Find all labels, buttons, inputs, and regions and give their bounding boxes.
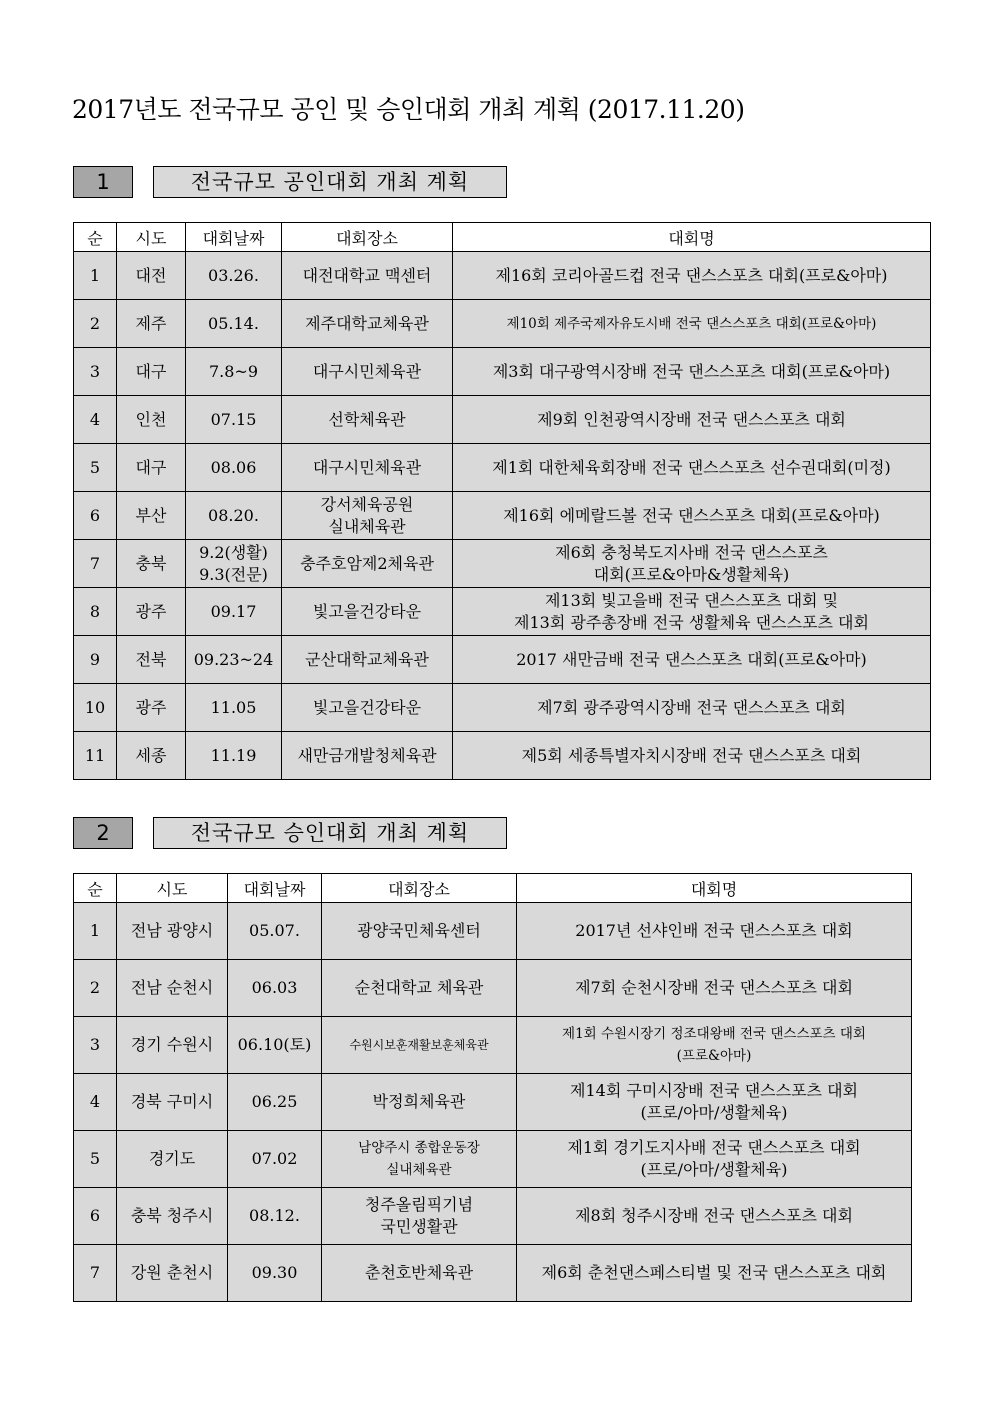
cell-venue (282, 540, 453, 588)
cell-region (117, 1131, 228, 1188)
cell-line: 제주대학교체육관 (305, 313, 429, 333)
cell-line: 08.06 (210, 457, 257, 477)
table-row (74, 684, 931, 732)
cell-name (453, 396, 931, 444)
cell-venue (282, 444, 453, 492)
cell-line: 08.20. (208, 505, 259, 525)
cell-date (186, 252, 282, 300)
cell-name (453, 732, 931, 780)
table-row (74, 540, 931, 588)
cell-region (117, 960, 228, 1017)
cell-line: 실내체육관 (386, 1162, 452, 1178)
cell-region (117, 1188, 228, 1245)
cell-name (453, 588, 931, 636)
cell-venue (282, 636, 453, 684)
cell-no (74, 636, 117, 684)
cell-name (453, 684, 931, 732)
cell-line: 2 (89, 978, 101, 997)
cell-region (117, 636, 186, 684)
document-title: 2017년도 전국규모 공인 및 승인대회 개최 계획 (2017.11.20) (72, 95, 745, 124)
cell-line: 07.02 (251, 1149, 298, 1168)
cell-region (117, 540, 186, 588)
cell-line: (프로/아마/생활체육) (640, 1160, 788, 1179)
cell-line: 07.15 (210, 409, 257, 429)
cell-date (186, 636, 282, 684)
cell-date (228, 1188, 322, 1245)
cell-line: 11.05 (210, 697, 257, 717)
cell-line: 충북 청주시 (130, 1206, 214, 1225)
header-venue: 대회장소 (322, 874, 517, 903)
cell-region (117, 444, 186, 492)
cell-line: 빛고을건강타운 (312, 697, 422, 717)
cell-line: 세종 (135, 745, 167, 765)
cell-line: 군산대학교체육관 (305, 649, 429, 669)
table-header-row (74, 223, 931, 252)
cell-line: 05.14. (208, 313, 259, 333)
cell-date (228, 903, 322, 960)
cell-no (74, 960, 117, 1017)
cell-venue (282, 492, 453, 540)
cell-line: 대구시민체육관 (312, 361, 422, 381)
cell-venue (282, 588, 453, 636)
cell-line: 09.23~24 (193, 649, 274, 669)
cell-line: 9.3(전문) (199, 564, 268, 584)
cell-date (186, 348, 282, 396)
cell-line: 제7회 순천시장배 전국 댄스스포츠 대회 (575, 978, 853, 997)
cell-no (74, 252, 117, 300)
cell-line: 09.17 (210, 601, 257, 621)
cell-line: 제1회 수원시장기 정조대왕배 전국 댄스스포츠 대회 (562, 1026, 866, 1042)
cell-no (74, 348, 117, 396)
cell-region (117, 300, 186, 348)
cell-venue (322, 903, 517, 960)
cell-line: 제6회 충청북도지사배 전국 댄스스포츠 (555, 542, 828, 562)
header-venue: 대회장소 (282, 223, 453, 252)
cell-venue (282, 348, 453, 396)
cell-venue (322, 1074, 517, 1131)
cell-line: 11.19 (210, 745, 257, 765)
cell-line: 9 (89, 649, 101, 669)
cell-region (117, 1074, 228, 1131)
cell-line: 1 (89, 921, 101, 940)
cell-line: 제10회 제주국제자유도시배 전국 댄스스포츠 대회(프로&아마) (506, 315, 877, 332)
cell-line: 1 (89, 265, 101, 285)
table-header-row (74, 874, 912, 903)
cell-line: 5 (89, 1149, 101, 1168)
cell-date (228, 960, 322, 1017)
cell-name (453, 300, 931, 348)
cell-no (74, 903, 117, 960)
table-row (74, 300, 931, 348)
cell-line: 2 (89, 313, 101, 333)
cell-region (117, 1245, 228, 1302)
table-row (74, 732, 931, 780)
cell-line: 9.2(생활) (199, 542, 268, 562)
cell-line: 박정희체육관 (372, 1092, 466, 1111)
table-row (74, 444, 931, 492)
cell-line: 광주 (135, 697, 167, 717)
header-region: 시도 (117, 874, 228, 903)
cell-venue (282, 396, 453, 444)
cell-date (228, 1245, 322, 1302)
cell-line: 남양주시 종합운동장 (358, 1140, 480, 1156)
cell-name (453, 636, 931, 684)
cell-no (74, 492, 117, 540)
table-row (74, 396, 931, 444)
header-name: 대회명 (453, 223, 931, 252)
cell-venue (322, 960, 517, 1017)
cell-line: 06.03 (251, 978, 298, 997)
table-row (74, 1131, 912, 1188)
cell-venue (282, 684, 453, 732)
cell-name (453, 492, 931, 540)
cell-line: 대전 (135, 265, 167, 285)
cell-line: (프로/아마/생활체육) (640, 1103, 788, 1122)
cell-line: 제주 (135, 313, 167, 333)
table-row (74, 252, 931, 300)
cell-region (117, 903, 228, 960)
cell-no (74, 1074, 117, 1131)
cell-region (117, 588, 186, 636)
cell-line: 11 (84, 745, 106, 765)
cell-venue (322, 1017, 517, 1074)
cell-line: 05.07. (249, 921, 300, 940)
cell-region (117, 492, 186, 540)
cell-line: 제9회 인천광역시장배 전국 댄스스포츠 대회 (537, 409, 846, 429)
cell-line: 7 (89, 553, 101, 573)
official-competition-table (73, 222, 931, 780)
cell-name (517, 960, 912, 1017)
section-2-number: 2 (73, 817, 133, 849)
cell-line: 제6회 춘천댄스페스티벌 및 전국 댄스스포츠 대회 (541, 1263, 887, 1282)
cell-line: 인천 (135, 409, 167, 429)
cell-line: 제13회 빛고을배 전국 댄스스포츠 대회 및 (544, 590, 839, 610)
table-row (74, 348, 931, 396)
cell-line: 09.30 (251, 1263, 298, 1282)
cell-line: 3 (89, 361, 101, 381)
cell-line: 제16회 코리아골드컵 전국 댄스스포츠 대회(프로&아마) (495, 265, 888, 285)
table-row (74, 1188, 912, 1245)
cell-line: 제16회 에메랄드볼 전국 댄스스포츠 대회(프로&아마) (503, 505, 880, 525)
cell-line: 03.26. (208, 265, 259, 285)
cell-name (453, 444, 931, 492)
cell-date (186, 444, 282, 492)
cell-no (74, 1188, 117, 1245)
cell-line: 춘천호반체육관 (364, 1263, 474, 1282)
cell-date (186, 684, 282, 732)
table-row (74, 588, 931, 636)
cell-line: 광주 (135, 601, 167, 621)
cell-name (517, 1131, 912, 1188)
section-2-title: 전국규모 승인대회 개최 계획 (153, 817, 507, 849)
cell-line: 제5회 세종특별자치시장배 전국 댄스스포츠 대회 (521, 745, 862, 765)
cell-line: 7 (89, 1263, 101, 1282)
cell-line: 6 (89, 1206, 101, 1225)
cell-venue (282, 252, 453, 300)
cell-name (517, 1017, 912, 1074)
cell-region (117, 732, 186, 780)
cell-line: 8 (89, 601, 101, 621)
cell-line: 전북 (135, 649, 167, 669)
cell-no (74, 1131, 117, 1188)
cell-line: 수원시보훈재활보훈체육관 (349, 1038, 489, 1052)
cell-line: 제13회 광주총장배 전국 생활체육 댄스스포츠 대회 (514, 612, 869, 632)
section-1-number: 1 (73, 166, 133, 198)
cell-no (74, 444, 117, 492)
cell-name (453, 540, 931, 588)
cell-no (74, 588, 117, 636)
cell-line: 선학체육관 (328, 409, 406, 429)
cell-region (117, 252, 186, 300)
cell-line: 부산 (135, 505, 167, 525)
cell-region (117, 348, 186, 396)
cell-line: 청주올림픽기념 (364, 1195, 474, 1214)
cell-line: 대구시민체육관 (312, 457, 422, 477)
cell-line: 충북 (135, 553, 167, 573)
header-region: 시도 (117, 223, 186, 252)
cell-line: 4 (89, 409, 101, 429)
cell-name (453, 348, 931, 396)
cell-name (453, 252, 931, 300)
header-name: 대회명 (517, 874, 912, 903)
cell-no (74, 396, 117, 444)
table-row (74, 492, 931, 540)
cell-line: 대구 (135, 457, 167, 477)
cell-line: 2017년 선샤인배 전국 댄스스포츠 대회 (575, 921, 853, 940)
cell-line: 순천대학교 체육관 (354, 978, 484, 997)
cell-line: 경기 수원시 (130, 1035, 214, 1054)
table-row (74, 960, 912, 1017)
cell-venue (322, 1131, 517, 1188)
cell-line: 경북 구미시 (130, 1092, 214, 1111)
cell-line: 08.12. (249, 1206, 300, 1225)
header-date: 대회날짜 (186, 223, 282, 252)
cell-date (186, 300, 282, 348)
table-row (74, 1245, 912, 1302)
cell-line: 3 (89, 1035, 101, 1054)
cell-line: 경기도 (148, 1149, 196, 1168)
cell-line: 국민생활관 (380, 1217, 458, 1236)
cell-line: 7.8~9 (208, 361, 259, 381)
cell-line: 대회(프로&아마&생활체육) (593, 564, 790, 584)
table-row (74, 903, 912, 960)
cell-date (228, 1131, 322, 1188)
cell-date (186, 396, 282, 444)
cell-no (74, 300, 117, 348)
cell-name (517, 1074, 912, 1131)
cell-venue (322, 1245, 517, 1302)
cell-line: 제3회 대구광역시장배 전국 댄스스포츠 대회(프로&아마) (492, 361, 891, 381)
cell-line: 제1회 경기도지사배 전국 댄스스포츠 대회 (567, 1138, 861, 1157)
cell-no (74, 1017, 117, 1074)
cell-line: 충주호암제2체육관 (300, 553, 434, 573)
header-no: 순 (74, 223, 117, 252)
cell-line: 전남 순천시 (130, 978, 214, 997)
table-row (74, 1074, 912, 1131)
cell-date (186, 492, 282, 540)
cell-date (228, 1017, 322, 1074)
table-row (74, 1017, 912, 1074)
cell-line: 광양국민체육센터 (357, 921, 481, 940)
cell-line: 10 (84, 697, 106, 717)
cell-line: 제14회 구미시장배 전국 댄스스포츠 대회 (570, 1081, 858, 1100)
cell-date (228, 1074, 322, 1131)
cell-region (117, 684, 186, 732)
cell-line: 제8회 청주시장배 전국 댄스스포츠 대회 (575, 1206, 853, 1225)
cell-name (517, 1245, 912, 1302)
cell-line: (프로&아마) (676, 1048, 752, 1064)
cell-date (186, 588, 282, 636)
cell-line: 실내체육관 (328, 516, 406, 536)
cell-no (74, 732, 117, 780)
cell-line: 강서체육공원 (320, 494, 414, 514)
cell-line: 06.25 (251, 1092, 298, 1111)
cell-line: 전남 광양시 (130, 921, 214, 940)
cell-line: 06.10(토) (237, 1035, 312, 1054)
approved-competition-table (73, 873, 912, 1302)
cell-line: 제1회 대한체육회장배 전국 댄스스포츠 선수권대회(미정) (492, 457, 891, 477)
cell-venue (282, 300, 453, 348)
cell-line: 5 (89, 457, 101, 477)
cell-date (186, 540, 282, 588)
cell-line: 대전대학교 맥센터 (302, 265, 432, 285)
cell-region (117, 1017, 228, 1074)
cell-no (74, 1245, 117, 1302)
cell-venue (282, 732, 453, 780)
cell-no (74, 540, 117, 588)
cell-region (117, 396, 186, 444)
header-date: 대회날짜 (228, 874, 322, 903)
section-1-title: 전국규모 공인대회 개최 계획 (153, 166, 507, 198)
cell-venue (322, 1188, 517, 1245)
table-row (74, 636, 931, 684)
cell-date (186, 732, 282, 780)
cell-no (74, 684, 117, 732)
cell-line: 빛고을건강타운 (312, 601, 422, 621)
cell-line: 4 (89, 1092, 101, 1111)
cell-name (517, 1188, 912, 1245)
cell-line: 대구 (135, 361, 167, 381)
cell-line: 새만금개발청체육관 (297, 745, 437, 765)
cell-line: 제7회 광주광역시장배 전국 댄스스포츠 대회 (537, 697, 846, 717)
cell-line: 6 (89, 505, 101, 525)
cell-name (517, 903, 912, 960)
cell-line: 2017 새만금배 전국 댄스스포츠 대회(프로&아마) (516, 649, 867, 669)
cell-line: 강원 춘천시 (130, 1263, 214, 1282)
header-no: 순 (74, 874, 117, 903)
